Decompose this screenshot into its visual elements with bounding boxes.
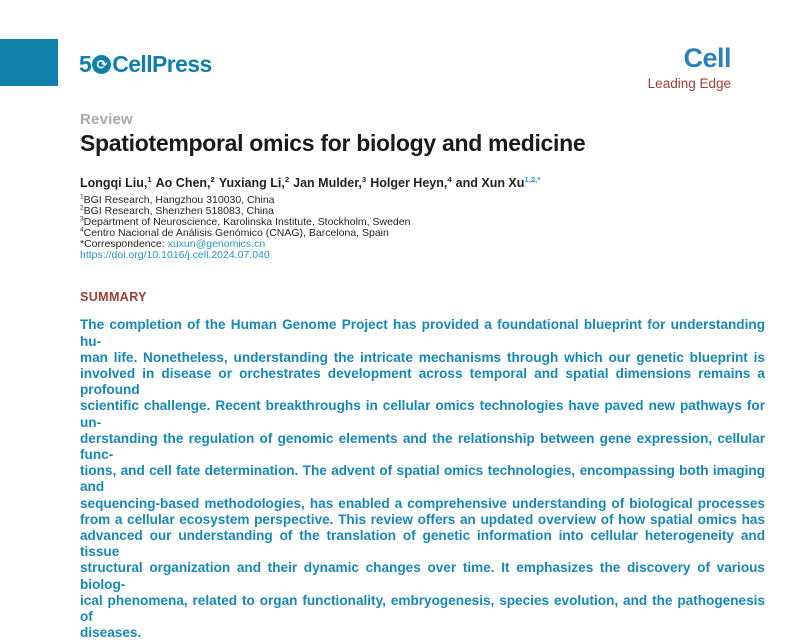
- summary-line: involved in disease or orchestrates development across temporal and spatial dimensions remains a profound: [80, 365, 765, 398]
- affiliation: $^2$BGI Research, Shenzhen 518083, China: [80, 204, 274, 218]
- affiliation: $^1$BGI Research, Hangzhou 310030, China: [80, 193, 275, 207]
- summary-text: [80, 317, 765, 641]
- affiliations-block: [80, 195, 765, 261]
- cellpress-50-logo: [79, 51, 212, 78]
- anniversary-zero-icon: ⟳: [92, 55, 111, 74]
- summary-line: derstanding the regulation of genomic elements and the relationship between gene expression, cellular func-: [80, 430, 765, 462]
- article-type-kicker: Review: [80, 111, 133, 128]
- logo-five: 5: [79, 51, 92, 77]
- article-column: [80, 111, 765, 641]
- summary-heading: SUMMARY: [80, 290, 147, 305]
- summary-line: diseases.: [80, 625, 142, 641]
- summary-line: advanced our understanding of the translation of genetic information into cellular heterogeneity and tissue: [80, 527, 765, 560]
- author: Longqi Liu,$^1$: [80, 175, 152, 191]
- author: Jan Mulder,$^3$: [293, 175, 367, 191]
- author: Yuxiang Li,$^2$: [218, 175, 290, 191]
- journal-title: Cell: [683, 43, 731, 73]
- article-title: Spatiotemporal omics for biology and medicine: [80, 130, 586, 156]
- summary-line: from a cellular ecosystem perspective. This review offers an updated overview of how spatial omics has: [80, 511, 765, 527]
- cover-corner-block: [0, 39, 58, 86]
- summary-line: The completion of the Human Genome Project has provided a foundational blueprint for understanding hu-: [80, 317, 765, 349]
- journal-header: [648, 44, 731, 92]
- summary-line: ical phenomena, related to organ functionality, embryogenesis, species evolution, and the pathogenesis of: [80, 592, 765, 624]
- summary-line: sequencing-based methodologies, has enabled a comprehensive understanding of biological processes: [80, 495, 765, 511]
- doi-link[interactable]: https://doi.org/10.1016/j.cell.2024.07.040: [80, 249, 270, 262]
- author: Ao Chen,$^2$: [155, 175, 215, 191]
- author-list: [80, 176, 765, 191]
- author: and Xun $Xu^{1,2,*}$: [455, 175, 541, 191]
- summary-line: man life. Nonetheless, understanding the intricate mechanisms through which our genetic blueprint is: [80, 349, 765, 365]
- affiliation: $^4$Centro Nacional de Análisis Genómico (CNAG), Barcelona, Spain: [80, 226, 389, 240]
- correspondence-email-link[interactable]: xuxun@genomics.cn: [167, 238, 266, 251]
- journal-edition-label: Leading Edge: [647, 76, 731, 92]
- author: Holger Heyn,$^4$: [370, 175, 452, 191]
- doi-line: [80, 250, 765, 261]
- summary-line: tions, and cell fate determination. The advent of spatial omics technologies, encompassing both imaging and: [80, 463, 765, 495]
- correspondence-label: *Correspondence:: [80, 238, 168, 251]
- summary-line: scientific challenge. Recent breakthroughs in cellular omics technologies have paved new pathways for un-: [80, 398, 765, 430]
- summary-line: structural organization and their dynamic changes over time. It emphasizes the discovery of various biolog-: [80, 560, 765, 592]
- logo-cellpress-text: CellPress: [112, 51, 212, 77]
- affiliation: $^3$Department of Neuroscience, Karolinska Institute, Stockholm, Sweden: [80, 215, 411, 229]
